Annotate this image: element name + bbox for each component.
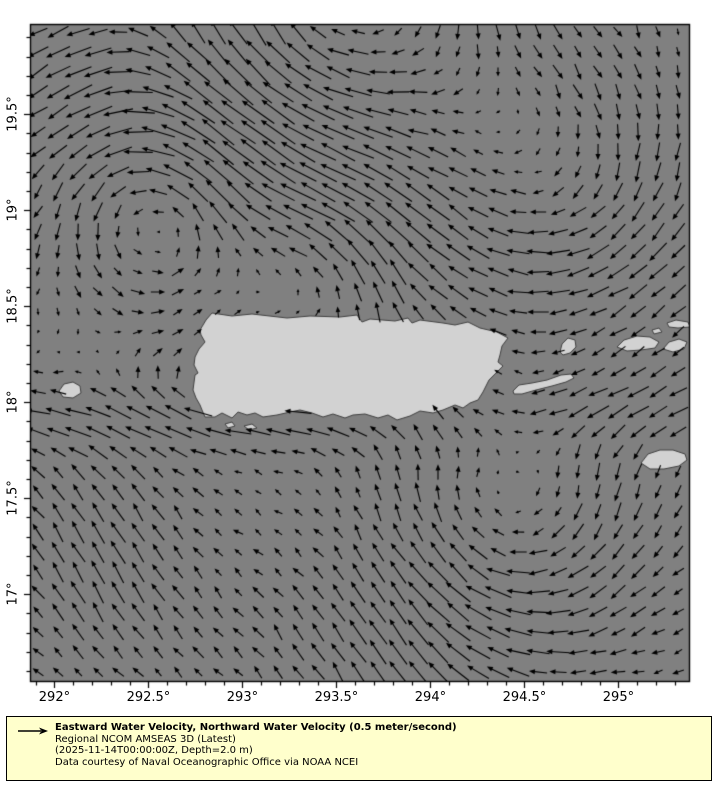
x-axis-tick-label: 293°: [226, 690, 259, 705]
y-axis-tick-label: 18.5°: [5, 288, 21, 324]
y-axis-tick-label: 17°: [5, 582, 21, 606]
legend-title: Eastward Water Velocity, Northward Water Velocity (0.5 meter/second): [55, 722, 457, 733]
reference-arrow-icon: [17, 725, 49, 737]
y-axis-tick-label: 19°: [5, 198, 21, 222]
x-axis-tick-label: 292°: [38, 690, 71, 705]
legend-box: [6, 716, 712, 781]
x-axis-tick-label: 294.5°: [502, 690, 547, 705]
y-axis-tick-label: 18°: [5, 390, 21, 414]
x-axis-tick-label: 295°: [602, 690, 635, 705]
legend-model-line: Regional NCOM AMSEAS 3D (Latest): [55, 733, 236, 745]
x-axis-tick-label: 293.5°: [314, 690, 359, 705]
x-axis-tick-label: 292.5°: [126, 690, 171, 705]
y-axis-tick-label: 19.5°: [5, 96, 21, 132]
legend-time-line: (2025-11-14T00:00:00Z, Depth=2.0 m): [55, 745, 253, 757]
legend-text-block: [55, 722, 705, 768]
y-axis-tick-label: 17.5°: [5, 480, 21, 516]
x-axis-tick-label: 294°: [414, 690, 447, 705]
legend-credit-line: Data courtesy of Naval Oceanographic Office via NOAA NCEI: [55, 756, 359, 768]
